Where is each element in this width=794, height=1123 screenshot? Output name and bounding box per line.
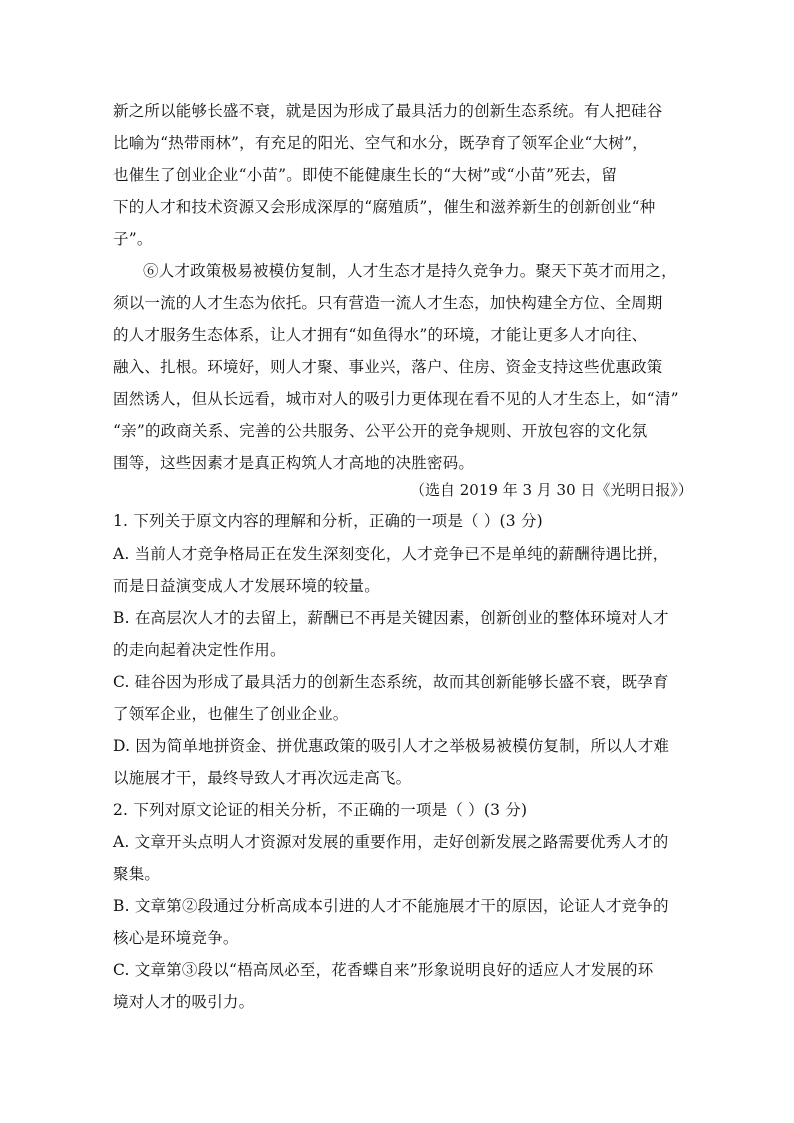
question-1-option-b-cont: 的走向起着决定性作用。	[113, 641, 286, 659]
text-line: 须以一流的人才生态为依托。只有营造一流人才生态，加快构建全方位、全周期	[113, 294, 663, 312]
question-1-option-b: B. 在高层次人才的去留上，薪酬已不再是关键因素，创新创业的整体环境对人才	[113, 609, 669, 627]
question-1-option-c: C. 硅谷因为形成了最具活力的创新生态系统，故而其创新能够长盛不衰，既孕育	[113, 673, 669, 691]
question-1-stem: 1. 下列关于原文内容的理解和分析，正确的一项是（ ）(3 分)	[113, 512, 543, 530]
source-citation: （选自 2019 年 3 月 30 日《光明日报》）	[410, 481, 693, 499]
text-line: 融入、扎根。环境好，则人才聚、事业兴，落户、住房、资金支持这些优惠政策	[113, 358, 663, 376]
text-line: 也催生了创业企业“小苗”。即使不能健康生长的“大树”或“小苗”死去，留	[113, 166, 618, 184]
question-1-option-d: D. 因为简单地拼资金、拼优惠政策的吸引人才之举极易被模仿复制，所以人才难	[113, 737, 670, 755]
question-1-option-a-cont: 而是日益演变成人才发展环境的较量。	[113, 577, 380, 595]
text-line: 围等，这些因素才是真正构筑人才高地的决胜密码。	[113, 454, 475, 472]
text-line: 新之所以能够长盛不衰，就是因为形成了最具活力的创新生态系统。有人把硅谷	[113, 102, 663, 120]
question-2-option-c-cont: 境对人才的吸引力。	[113, 993, 255, 1011]
question-2-option-a: A. 文章开头点明人才资源对发展的重要作用，走好创新发展之路需要优秀人才的	[113, 833, 669, 851]
question-2-stem: 2. 下列对原文论证的相关分析，不正确的一项是（ ）(3 分)	[113, 801, 528, 819]
text-line: 比喻为“热带雨林”，有充足的阳光、空气和水分，既孕育了领军企业“大树”，	[113, 134, 648, 152]
text-line: 子”。	[113, 230, 153, 248]
question-2-option-a-cont: 聚集。	[113, 865, 161, 883]
question-1-option-d-cont: 以施展才干，最终导致人才再次远走高飞。	[113, 769, 412, 787]
question-1-option-a: A. 当前人才竞争格局正在发生深刻变化，人才竞争已不是单纯的薪酬待遇比拼，	[113, 545, 669, 563]
question-2-option-b: B. 文章第②段通过分析高成本引进的人才不能施展才干的原因，论证人才竞争的	[113, 897, 669, 915]
question-1-option-c-cont: 了领军企业，也催生了创业企业。	[113, 705, 349, 723]
text-line: “亲”的政商关系、完善的公共服务、公平公开的竞争规则、开放包容的文化氛	[113, 422, 648, 440]
text-line: 固然诱人，但从长远看，城市对人的吸引力更体现在看不见的人才生态上，如“清”	[113, 390, 679, 408]
question-2-option-c: C. 文章第③段以“梧高凤必至，花香蝶自来”形象说明良好的适应人才发展的环	[113, 961, 654, 979]
question-2-option-b-cont: 核心是环境竞争。	[113, 929, 239, 947]
text-line: 的人才服务生态体系，让人才拥有“如鱼得水”的环境，才能让更多人才向往、	[113, 326, 648, 344]
text-line: ⑥人才政策极易被模仿复制，人才生态才是持久竞争力。聚天下英才而用之，	[143, 262, 677, 280]
text-line: 下的人才和技术资源又会形成深厚的“腐殖质”，催生和滋养新生的创新创业“种	[113, 198, 656, 216]
